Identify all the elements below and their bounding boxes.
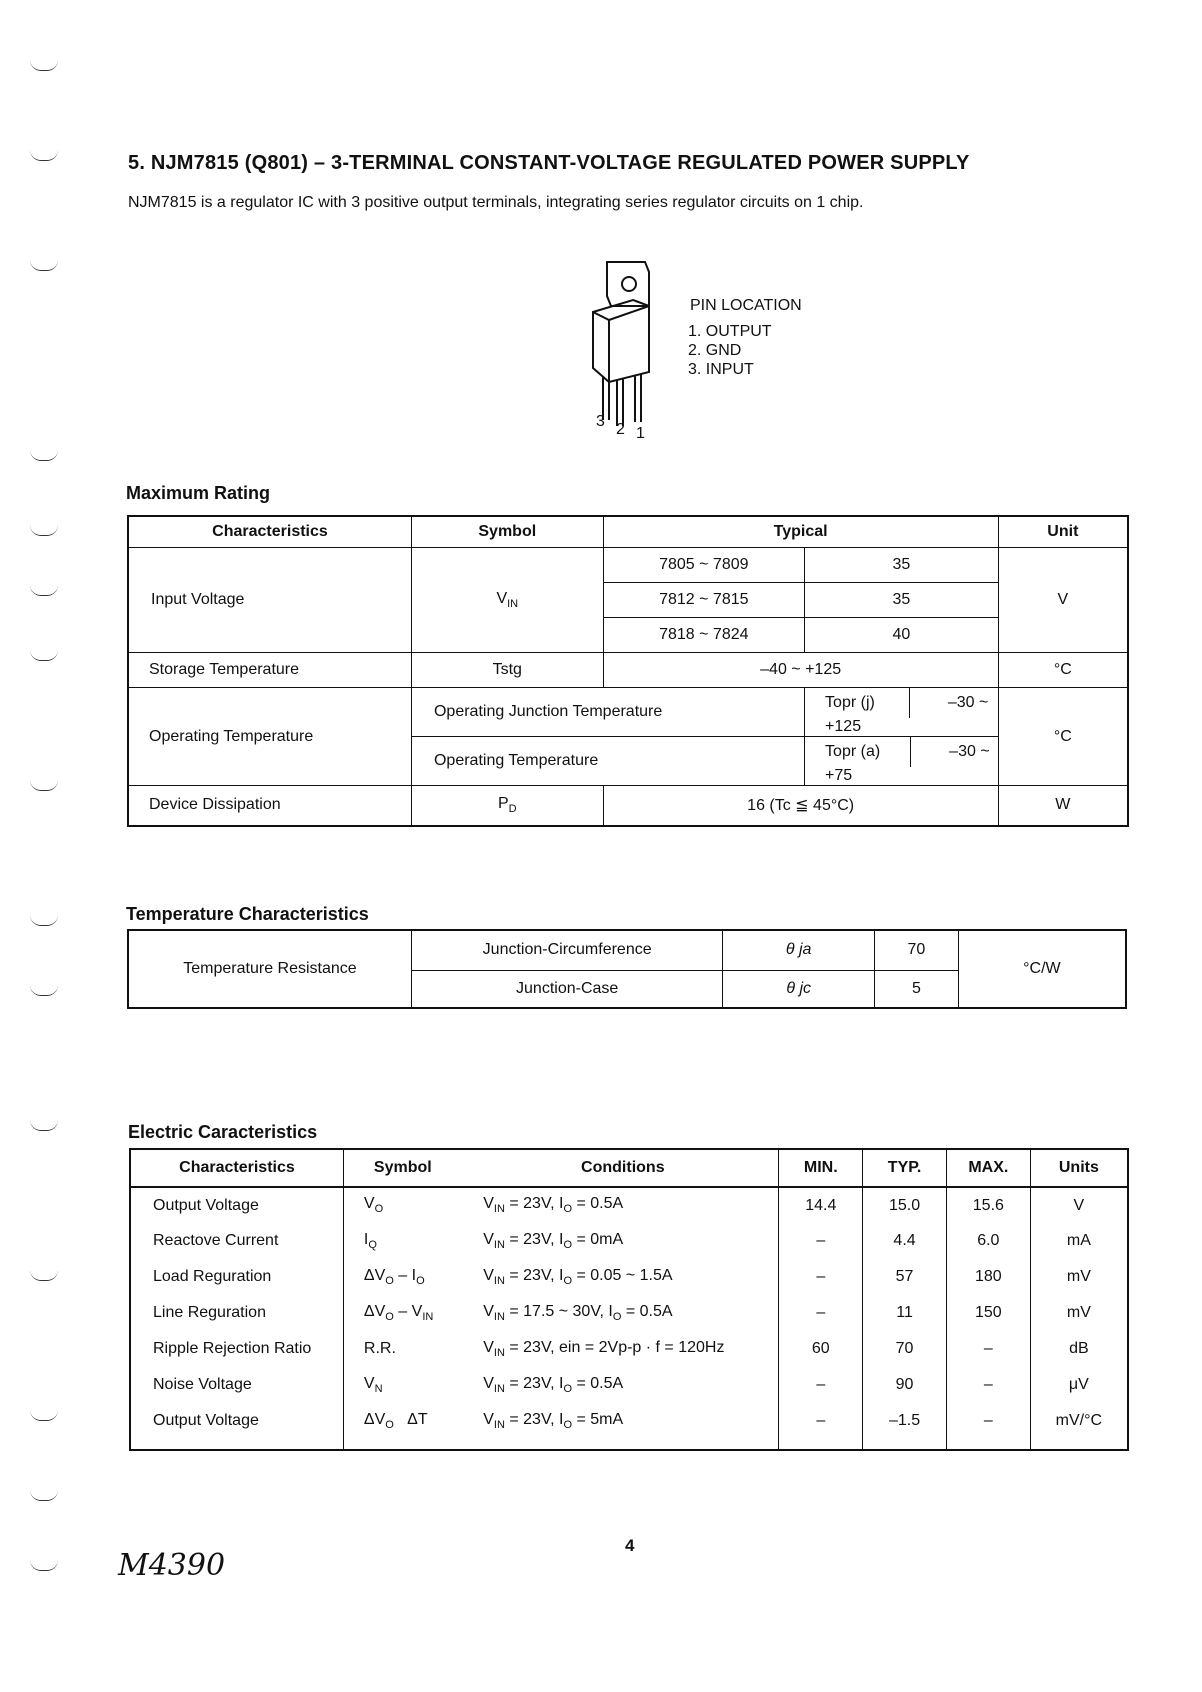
symbol-cell: $\Delta V_O$ ΔT: [343, 1403, 467, 1439]
symbol-cell: $\Delta V_O - I_O$: [343, 1259, 467, 1295]
operating-symbol: Topr (j) –30 ~ +125: [805, 688, 999, 737]
input-voltage-label: Input Voltage: [128, 548, 411, 653]
unit-cell: μV: [1030, 1367, 1128, 1403]
table-row: [130, 1295, 1128, 1331]
temp-unit: °C/W: [958, 930, 1126, 1008]
table-row: [128, 930, 1126, 970]
header-typ: TYP.: [863, 1149, 947, 1187]
typ-cell: –1.5: [863, 1403, 947, 1439]
table-row: [128, 653, 1128, 688]
range-cell: 7818 ~ 7824: [603, 618, 804, 653]
spacer-cell: [467, 1439, 779, 1450]
table-spacer-row: [130, 1439, 1128, 1450]
input-voltage-symbol: $V_{IN}$: [411, 548, 603, 653]
table-row: [130, 1403, 1128, 1439]
temp-resistance-label: Temperature Resistance: [128, 930, 411, 1008]
typ-cell: 11: [863, 1295, 947, 1331]
symbol-cell: $V_O$: [343, 1187, 467, 1223]
temp-symbol: θ jc: [723, 970, 875, 1008]
max-cell: 15.6: [946, 1187, 1030, 1223]
condition-cell: $V_{IN} = 23V$, $I_O = 0.05$ ~ 1.5A: [467, 1259, 779, 1295]
pin-1-label: 1. OUTPUT: [688, 323, 772, 340]
spacer-cell: [1030, 1439, 1128, 1450]
intro-text: NJM7815 is a regulator IC with 3 positive output terminals, integrating series regulator circuits on 1 chip.: [128, 194, 864, 211]
range-cell: 7812 ~ 7815: [603, 583, 804, 618]
header-units: Units: [1030, 1149, 1128, 1187]
char-cell: Output Voltage: [130, 1187, 343, 1223]
min-cell: 14.4: [779, 1187, 863, 1223]
dissipation-unit: W: [998, 786, 1128, 826]
table-row: [128, 548, 1128, 583]
char-cell: Output Voltage: [130, 1403, 343, 1439]
electric-table: [129, 1148, 1129, 1451]
storage-label: Storage Temperature: [128, 653, 411, 688]
temp-value: 5: [874, 970, 958, 1008]
operating-label: Operating Temperature: [128, 688, 411, 786]
operating-unit: °C: [998, 688, 1128, 786]
char-cell: Noise Voltage: [130, 1367, 343, 1403]
handwritten-note: M4390: [118, 1548, 226, 1583]
header-max: MAX.: [946, 1149, 1030, 1187]
unit-cell: mV: [1030, 1295, 1128, 1331]
condition-cell: $V_{IN} = 23V$, $I_O = 0.5A$: [467, 1367, 779, 1403]
leg-number-2: 2: [616, 421, 625, 438]
unit-cell: dB: [1030, 1331, 1128, 1367]
min-cell: 60: [779, 1331, 863, 1367]
storage-unit: °C: [998, 653, 1128, 688]
condition-cell: $V_{IN} = 23V$, $I_O = 5mA$: [467, 1403, 779, 1439]
max-cell: –: [946, 1367, 1030, 1403]
symbol-cell: $V_N$: [343, 1367, 467, 1403]
electric-title: Electric Caracteristics: [128, 1122, 318, 1142]
dissipation-value: 16 (Tc ≦ 45°C): [603, 786, 998, 826]
pin-2-label: 2. GND: [688, 342, 742, 359]
storage-symbol: Tstg: [411, 653, 603, 688]
max-cell: –: [946, 1403, 1030, 1439]
typ-cell: 90: [863, 1367, 947, 1403]
storage-value: –40 ~ +125: [603, 653, 998, 688]
min-cell: –: [779, 1403, 863, 1439]
temp-value: 70: [874, 930, 958, 970]
header-conditions: Conditions: [467, 1149, 779, 1187]
max-cell: 180: [946, 1259, 1030, 1295]
char-cell: Load Reguration: [130, 1259, 343, 1295]
header-characteristics: Characteristics: [128, 516, 411, 548]
table-row: [128, 786, 1128, 826]
typ-cell: 15.0: [863, 1187, 947, 1223]
spacer-cell: [343, 1439, 467, 1450]
operating-desc: Operating Temperature: [411, 737, 804, 786]
header-typical: Typical: [603, 516, 998, 548]
spacer-cell: [779, 1439, 863, 1450]
value-cell: 40: [805, 618, 999, 653]
operating-desc: Operating Junction Temperature: [411, 688, 804, 737]
temp-char-table: [127, 929, 1127, 1009]
min-cell: –: [779, 1223, 863, 1259]
header-symbol: Symbol: [411, 516, 603, 548]
table-row: [130, 1331, 1128, 1367]
unit-cell: V: [1030, 1187, 1128, 1223]
header-symbol: Symbol: [343, 1149, 467, 1187]
electric-table-body: [130, 1187, 1128, 1450]
max-rating-title: Maximum Rating: [126, 483, 271, 503]
dissipation-label: Device Dissipation: [128, 786, 411, 826]
min-cell: –: [779, 1367, 863, 1403]
range-cell: 7805 ~ 7809: [603, 548, 804, 583]
max-cell: 150: [946, 1295, 1030, 1331]
table-row: [130, 1187, 1128, 1223]
table-row: [130, 1259, 1128, 1295]
condition-cell: $V_{IN} = 23V$, ein = 2Vp-p · f = 120Hz: [467, 1331, 779, 1367]
table-row: [130, 1367, 1128, 1403]
typ-cell: 70: [863, 1331, 947, 1367]
max-cell: 6.0: [946, 1223, 1030, 1259]
char-cell: Reactove Current: [130, 1223, 343, 1259]
symbol-cell: $I_Q$: [343, 1223, 467, 1259]
char-cell: Line Reguration: [130, 1295, 343, 1331]
unit-cell: mV: [1030, 1259, 1128, 1295]
pin-location-heading: PIN LOCATION: [690, 297, 802, 314]
typ-cell: 4.4: [863, 1223, 947, 1259]
page-title: 5. NJM7815 (Q801) – 3-TERMINAL CONSTANT-VOLTAGE REGULATED POWER SUPPLY: [128, 152, 970, 174]
header-characteristics: Characteristics: [130, 1149, 343, 1187]
temp-symbol: θ ja: [723, 930, 875, 970]
spacer-cell: [130, 1439, 343, 1450]
min-cell: –: [779, 1259, 863, 1295]
leg-number-3: 3: [596, 413, 605, 430]
unit-cell: mV/°C: [1030, 1403, 1128, 1439]
operating-symbol: Topr (a) –30 ~ +75: [805, 737, 999, 786]
condition-cell: $V_{IN} = 17.5$ ~ 30V, $I_O = 0.5A$: [467, 1295, 779, 1331]
spacer-cell: [863, 1439, 947, 1450]
char-cell: Ripple Rejection Ratio: [130, 1331, 343, 1367]
table-header-row: [130, 1149, 1128, 1187]
symbol-cell: R.R.: [343, 1331, 467, 1367]
condition-cell: $V_{IN} = 23V$, $I_O = 0mA$: [467, 1223, 779, 1259]
temp-desc: Junction-Case: [411, 970, 722, 1008]
unit-cell: mA: [1030, 1223, 1128, 1259]
header-min: MIN.: [779, 1149, 863, 1187]
dissipation-symbol: $P_D$: [411, 786, 603, 826]
min-cell: –: [779, 1295, 863, 1331]
temp-char-title: Temperature Characteristics: [126, 904, 369, 924]
table-row: [128, 688, 1128, 737]
table-row: [130, 1223, 1128, 1259]
value-cell: 35: [805, 583, 999, 618]
input-voltage-unit: V: [998, 548, 1128, 653]
page-number: 4: [625, 1536, 635, 1555]
max-cell: –: [946, 1331, 1030, 1367]
condition-cell: $V_{IN} = 23V$, $I_O = 0.5A$: [467, 1187, 779, 1223]
temp-desc: Junction-Circumference: [411, 930, 722, 970]
value-cell: 35: [805, 548, 999, 583]
table-header-row: [128, 516, 1128, 548]
max-rating-table: [127, 515, 1129, 827]
pin-3-label: 3. INPUT: [688, 361, 754, 378]
header-unit: Unit: [998, 516, 1128, 548]
typ-cell: 57: [863, 1259, 947, 1295]
leg-number-1: 1: [636, 425, 645, 442]
spacer-cell: [946, 1439, 1030, 1450]
symbol-cell: $\Delta V_O - V_{IN}$: [343, 1295, 467, 1331]
